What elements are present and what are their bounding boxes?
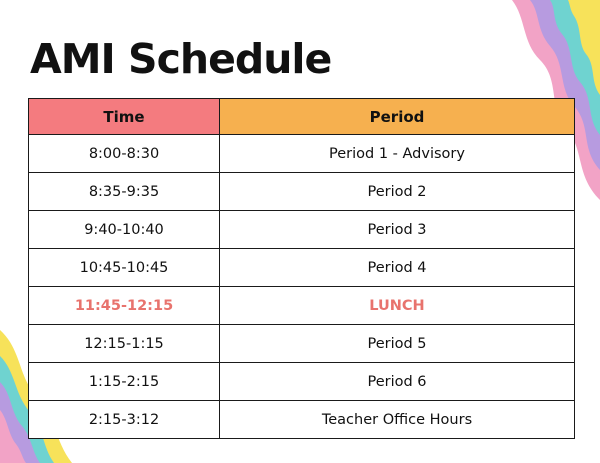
period-column-header: Period [220, 99, 575, 135]
period-cell: Period 1 - Advisory [220, 135, 575, 173]
time-column-header: Time [29, 99, 220, 135]
period-cell: Period 6 [220, 363, 575, 401]
page-title: AMI Schedule [30, 35, 332, 83]
period-cell: Period 4 [220, 249, 575, 287]
time-cell: 12:15-1:15 [29, 325, 220, 363]
time-cell: 8:35-9:35 [29, 173, 220, 211]
time-cell: 2:15-3:12 [29, 401, 220, 439]
table-row [29, 173, 575, 211]
period-cell: Teacher Office Hours [220, 401, 575, 439]
table-row [29, 135, 575, 173]
time-cell: 9:40-10:40 [29, 211, 220, 249]
lunch-row [29, 287, 575, 325]
table-row [29, 363, 575, 401]
time-cell: 11:45-12:15 [29, 287, 220, 325]
table-row [29, 249, 575, 287]
table-row [29, 325, 575, 363]
period-cell: LUNCH [220, 287, 575, 325]
period-cell: Period 3 [220, 211, 575, 249]
schedule-table [28, 98, 575, 439]
time-cell: 8:00-8:30 [29, 135, 220, 173]
table-row [29, 401, 575, 439]
table-header-row [29, 99, 575, 135]
table-row [29, 211, 575, 249]
time-cell: 10:45-10:45 [29, 249, 220, 287]
time-cell: 1:15-2:15 [29, 363, 220, 401]
period-cell: Period 2 [220, 173, 575, 211]
period-cell: Period 5 [220, 325, 575, 363]
